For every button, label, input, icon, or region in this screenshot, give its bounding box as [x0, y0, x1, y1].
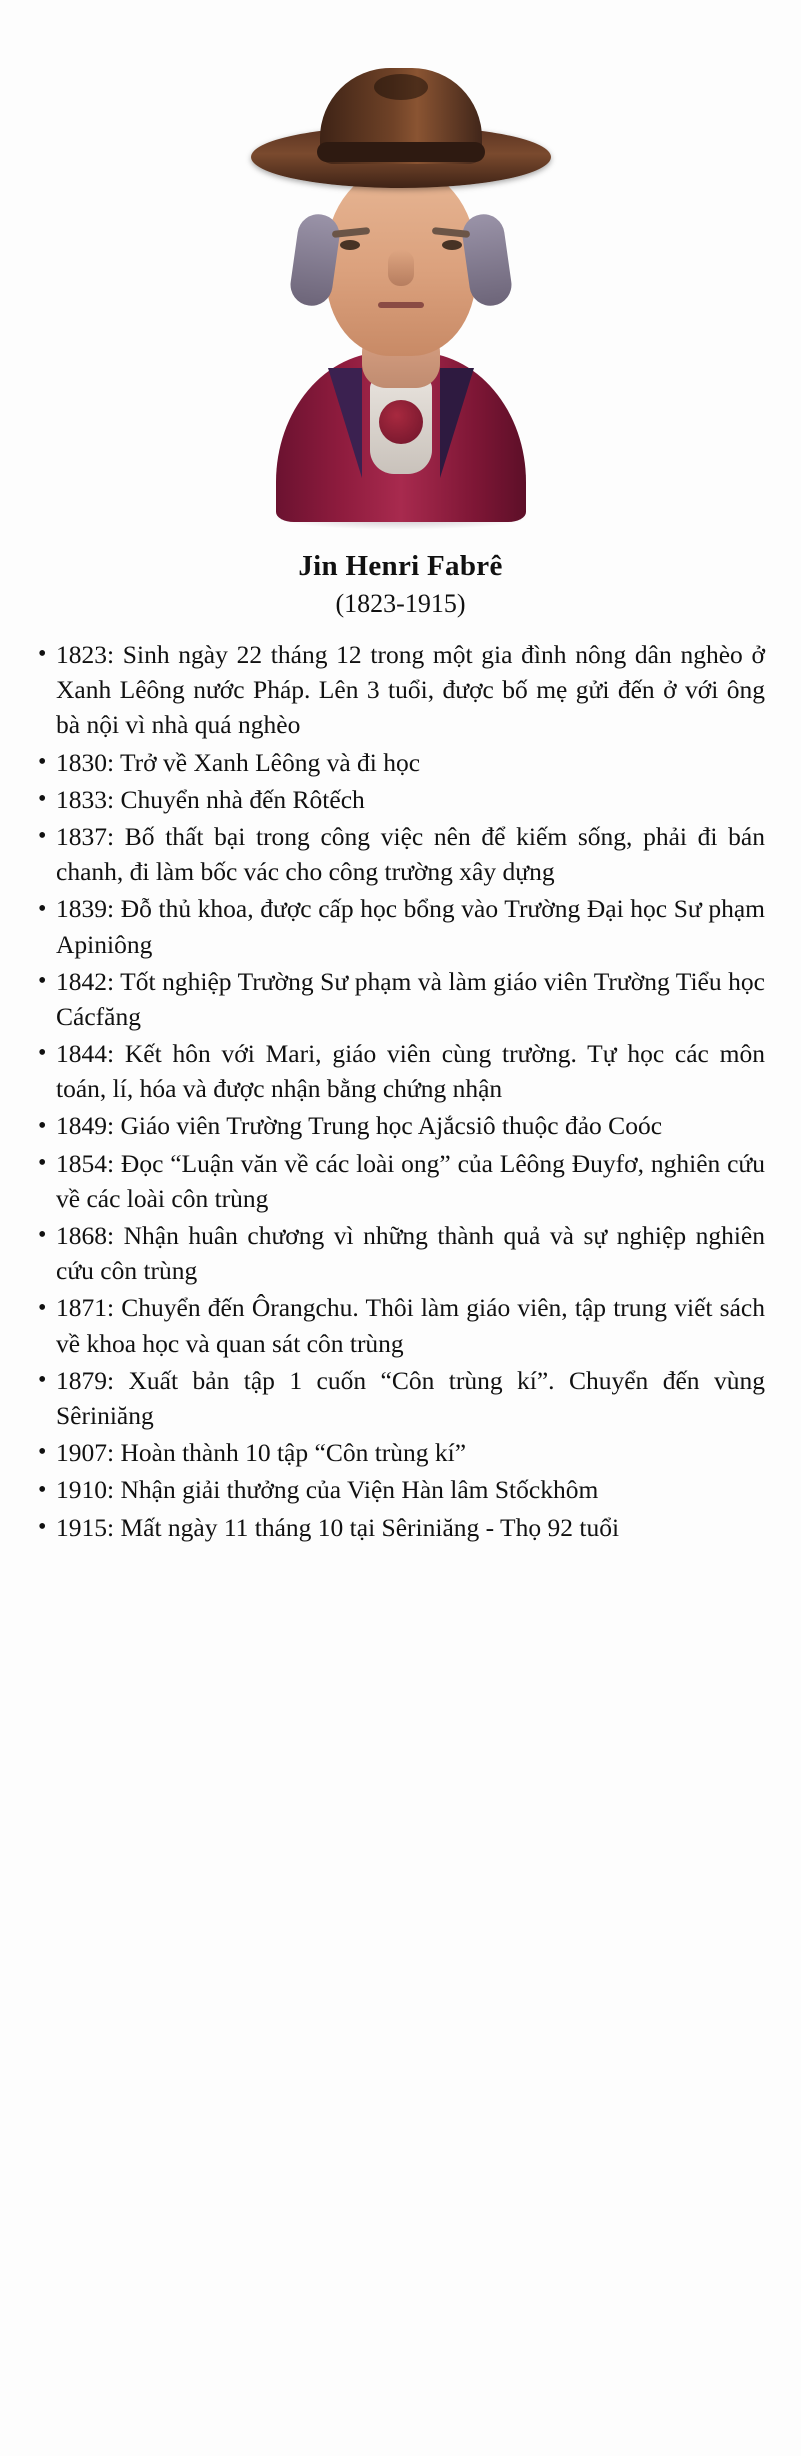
portrait-collar-left	[328, 368, 362, 478]
portrait-mouth	[378, 302, 424, 308]
list-item	[36, 1218, 765, 1288]
list-item-text: 1830: Trở về Xanh Lêông và đi học	[56, 747, 421, 777]
list-item-text: 1823: Sinh ngày 22 tháng 12 trong một gia đình nông dân nghèo ở Xanh Lêông nước Pháp. Lên 3 tuổi, được bố mẹ gửi đến ở với ông bà nội vì nhà quá nghèo	[56, 640, 765, 740]
list-item	[36, 782, 765, 817]
list-item-text: 1868: Nhận huân chương vì những thành quả và sự nghiệp nghiên cứu côn trùng	[56, 1221, 765, 1286]
list-item-text: 1844: Kết hôn với Mari, giáo viên cùng trường. Tự học các môn toán, lí, hóa và được nhận bằng chứng nhận	[56, 1039, 765, 1104]
bullet-icon: •	[38, 967, 47, 994]
list-item	[36, 1435, 765, 1470]
list-item-text: 1837: Bố thất bại trong công việc nên để kiếm sống, phải đi bán chanh, đi làm bốc vác cho công trường xây dựng	[56, 821, 765, 887]
bullet-icon: •	[38, 1476, 47, 1503]
list-item	[36, 1472, 765, 1507]
bullet-icon: •	[38, 1112, 47, 1139]
bullet-icon: •	[38, 785, 47, 812]
bullet-icon: •	[38, 1294, 47, 1321]
biography-timeline	[36, 637, 765, 1545]
bullet-icon: •	[38, 1513, 47, 1540]
list-item	[36, 745, 765, 780]
portrait-cravat	[379, 400, 423, 444]
list-item	[36, 1363, 765, 1433]
list-item	[36, 964, 765, 1034]
bullet-icon: •	[38, 1439, 47, 1466]
list-item-text: 1907: Hoàn thành 10 tập “Côn trùng kí”	[56, 1438, 467, 1468]
bullet-icon: •	[38, 1366, 47, 1393]
list-item	[36, 819, 765, 889]
bullet-icon: •	[38, 748, 47, 775]
list-item-text: 1915: Mất ngày 11 tháng 10 tại Sêriniăng - Thọ 92 tuổi	[56, 1512, 620, 1542]
list-item-text: 1910: Nhận giải thưởng của Viện Hàn lâm Stốckhôm	[56, 1475, 599, 1505]
list-item	[36, 891, 765, 961]
portrait-eye-left	[340, 240, 360, 250]
list-item-text: 1871: Chuyển đến Ôrangchu. Thôi làm giáo viên, tập trung viết sách về khoa học và quan sát côn trùng	[56, 1293, 765, 1358]
list-item-text: 1879: Xuất bản tập 1 cuốn “Côn trùng kí”. Chuyển đến vùng Sêriniăng	[56, 1365, 765, 1430]
list-item-text: 1854: Đọc “Luận văn về các loài ong” của Lêông Đuyfơ, nghiên cứu về các loài côn trùng	[56, 1148, 765, 1213]
list-item	[36, 1510, 765, 1545]
bullet-icon: •	[38, 823, 47, 850]
name-block	[0, 550, 801, 619]
bullet-icon: •	[38, 895, 47, 922]
list-item	[36, 1290, 765, 1360]
portrait-eye-right	[442, 240, 462, 250]
portrait-hat-dent	[374, 74, 428, 100]
list-item	[36, 637, 765, 743]
portrait-nose	[388, 250, 414, 286]
bullet-icon: •	[38, 1040, 47, 1067]
bullet-icon: •	[38, 641, 47, 668]
portrait-illustration	[236, 36, 566, 536]
bullet-icon: •	[38, 1222, 47, 1249]
bullet-icon: •	[38, 1149, 47, 1176]
person-lifespan: (1823-1915)	[335, 589, 466, 618]
portrait-hat-band	[317, 142, 485, 162]
list-item-text: 1842: Tốt nghiệp Trường Sư phạm và làm giáo viên Trường Tiểu học Cácfăng	[56, 966, 765, 1031]
list-item-text: 1849: Giáo viên Trường Trung học Ajắcsiô thuộc đảo Coóc	[56, 1111, 663, 1141]
portrait-collar-right	[440, 368, 474, 478]
list-item-text: 1839: Đỗ thủ khoa, được cấp học bổng vào Trường Đại học Sư phạm Apiniông	[56, 894, 765, 959]
list-item	[36, 1036, 765, 1106]
page-title: Jin Henri Fabrê	[298, 550, 503, 582]
list-item-text: 1833: Chuyển nhà đến Rôtếch	[56, 784, 365, 814]
portrait-container	[0, 0, 801, 540]
list-item	[36, 1146, 765, 1216]
list-item	[36, 1108, 765, 1143]
